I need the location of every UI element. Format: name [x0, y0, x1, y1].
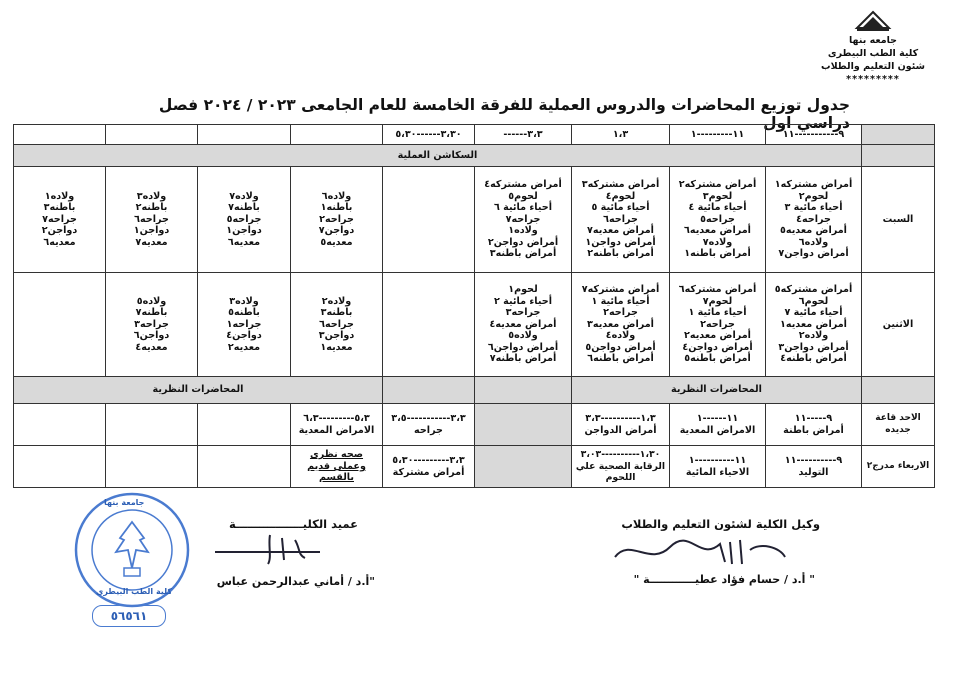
schedule-table: [13, 124, 935, 488]
schedule-line: ولاده١: [44, 190, 75, 202]
lecture-cell: ٣،٣-----------٣،٥ جراحه: [383, 404, 475, 446]
university-name: جامعه بنها: [848, 35, 897, 46]
schedule-line: لحوم٥: [508, 190, 538, 202]
lecture-cell: ١،٣----------٣،٣ أمراض الدواجن: [572, 404, 670, 446]
schedule-cell: [766, 273, 862, 377]
schedule-cell: [383, 167, 475, 273]
schedule-line: ولاده٥: [508, 330, 538, 342]
schedule-cell: [383, 273, 475, 377]
schedule-line: ولاده٥: [136, 295, 167, 307]
time-slot-3: ١،٣: [572, 125, 670, 145]
schedule-line: ولاده٢: [798, 330, 829, 342]
schedule-line: أمراض مشتركه٤: [484, 178, 562, 190]
dean-signature-icon: [210, 530, 330, 566]
schedule-line: دواجن٦: [133, 330, 170, 342]
schedule-line: أمراض باطنه٦: [587, 353, 654, 365]
time-slot-6: [291, 125, 383, 145]
schedule-line: أمراض مشتركه١: [774, 178, 853, 190]
schedule-cell: [106, 167, 198, 273]
schedule-line: باطنه١: [320, 202, 353, 214]
day-wednesday: الاربعاء مدرج٢: [862, 446, 935, 488]
schedule-line: أحياء مائية ١: [688, 307, 747, 319]
schedule-cell: [475, 273, 572, 377]
schedule-line: أمراض معديه٧: [587, 225, 654, 237]
faculty-name: كلية الطب البيطرى: [827, 48, 919, 59]
schedule-line: دواجن٣: [318, 330, 355, 342]
schedule-line: جراحه٦: [603, 213, 638, 225]
schedule-line: جراحه٧: [42, 213, 77, 225]
schedule-line: أمراض دواجن٥: [585, 341, 656, 353]
schedule-line: جراحه٦: [319, 318, 354, 330]
sunday-row: [14, 404, 935, 446]
page-title: جدول توزيع المحاضرات والدروس العملية للفرقة الخامسة للعام الجامعى ٢٠٢٣ / ٢٠٢٤ فصل دراسي اول: [158, 96, 850, 132]
schedule-line: باطنه٢: [135, 202, 168, 214]
schedule-line: دواجن١: [226, 225, 262, 237]
lecture-cell: ١١------١ الامراض المعدية: [670, 404, 766, 446]
schedule-cell: [572, 273, 670, 377]
schedule-line: لحوم٦: [798, 295, 829, 307]
schedule-cell: [670, 273, 766, 377]
schedule-line: أمراض معديه١: [780, 318, 847, 330]
schedule-line: أمراض دواجن٧: [778, 248, 849, 260]
schedule-cell: [14, 167, 106, 273]
vice-dean-name: " أ.د / حسام فؤاد عطيــــــــــــة ": [633, 573, 815, 586]
schedule-line: أمراض معديه٥: [780, 225, 847, 237]
schedule-line: ولاده٣: [229, 295, 259, 307]
time-header-row: [14, 125, 935, 145]
schedule-line: أمراض باطنه٢: [587, 248, 654, 260]
schedule-line: أمراض باطنه٧: [489, 353, 557, 365]
lectures-section-title-left: المحاضرات النظرية: [14, 377, 383, 404]
schedule-line: أمراض دواجن٦: [487, 341, 559, 353]
day-saturday: السبت: [862, 167, 935, 273]
schedule-line: ولاده٦: [798, 236, 829, 248]
schedule-line: دواجن١: [133, 225, 170, 237]
schedule-line: جراحه٥: [700, 213, 735, 225]
schedule-line: أمراض معديه٦: [684, 225, 751, 237]
schedule-line: جراحه٦: [134, 213, 169, 225]
lecture-cell: ٩-----١١ أمراض باطنة: [766, 404, 862, 446]
schedule-cell: [14, 273, 106, 377]
schedule-line: أحياء مائية ٦: [493, 202, 553, 214]
schedule-cell: [198, 167, 291, 273]
schedule-line: أمراض مشتركه٢: [678, 178, 757, 190]
schedule-line: ولاده٤: [605, 330, 636, 342]
schedule-line: معديه٧: [135, 236, 168, 248]
schedule-line: جراحه٤: [796, 213, 831, 225]
vice-dean-title: وكيل الكلية لشئون التعليم والطلاب: [621, 517, 820, 531]
time-slot-1: ٩-----------١١: [766, 125, 862, 145]
schedule-line: جراحه٣: [134, 318, 169, 330]
schedule-line: أمراض مشتركه٦: [678, 283, 757, 295]
schedule-line: لحوم٤: [605, 190, 636, 202]
schedule-line: جراحه٥: [226, 213, 262, 225]
schedule-line: ولاده٧: [702, 236, 733, 248]
schedule-line: أمراض باطنه٥: [684, 353, 751, 365]
schedule-line: ولاده٢: [321, 295, 352, 307]
practical-section-title: السكاشن العملية: [14, 145, 862, 167]
schedule-line: أحياء مائية ١: [591, 295, 650, 307]
schedule-line: أحياء مائية ٥: [591, 202, 650, 214]
time-slot-5: ٣،٣٠------٥،٣٠: [383, 125, 475, 145]
schedule-cell: [291, 167, 383, 273]
schedule-line: لحوم٣: [702, 190, 733, 202]
schedule-line: أمراض معديه٣: [587, 318, 654, 330]
schedule-cell: [291, 273, 383, 377]
header-stars: *********: [846, 74, 900, 85]
schedule-line: جراحه٢: [603, 307, 638, 319]
schedule-cell: [475, 167, 572, 273]
schedule-line: باطنه٣: [43, 202, 76, 214]
schedule-line: أحياء مائية ٧: [784, 307, 843, 319]
lecture-cell: ٣،٣---------٥،٣٠ أمراض مشتركة: [383, 446, 475, 488]
schedule-line: أمراض مشتركه٥: [774, 283, 853, 295]
time-slot-4: ٣،٣------: [475, 125, 572, 145]
lecture-cell: ٥،٣---------٦،٣ الامراض المعدية: [291, 404, 383, 446]
schedule-line: ولاده٣: [136, 190, 167, 202]
stamp-text: كلية الطب البيطرى: [96, 587, 172, 596]
stamp-top-text: جامعة بنها: [104, 498, 145, 507]
lecture-cell: ٩----------١١ التوليد: [766, 446, 862, 488]
time-slot-7: [198, 125, 291, 145]
day-monday: الاثنين: [862, 273, 935, 377]
lectures-section-title-right: المحاضرات النظرية: [572, 377, 862, 404]
lecture-cell: ١،٣٠----------٣،٠٣ الرقابة الصحية علي اللحوم: [572, 446, 670, 488]
schedule-line: أمراض دواجن١: [585, 236, 656, 248]
schedule-line: باطنه٧: [228, 202, 260, 214]
day-header-cell: [862, 125, 935, 145]
schedule-line: جراحه٣: [505, 307, 541, 319]
schedule-line: أحياء مائية ٣: [784, 202, 843, 214]
schedule-cell: [198, 273, 291, 377]
office-name: شئون التعليم والطلاب: [821, 61, 925, 72]
schedule-cell: [766, 167, 862, 273]
schedule-line: أمراض معديه٤: [489, 318, 557, 330]
schedule-line: جراحه١: [226, 318, 262, 330]
lectures-section-row: [14, 377, 935, 404]
schedule-line: أمراض باطنه٣: [489, 248, 557, 260]
schedule-line: أمراض دواجن٤: [682, 341, 753, 353]
schedule-line: دواجن٢: [41, 225, 78, 237]
dean-title: عميد الكليـــــــــــــــــة: [228, 517, 358, 531]
practical-section-row: [14, 145, 935, 167]
schedule-line: باطنه٥: [228, 307, 260, 319]
lecture-cell: صحه نظرى وعملى قديم بالقسم: [291, 446, 383, 488]
schedule-line: ولاده٦: [321, 190, 352, 202]
schedule-line: جراحه٧: [505, 213, 541, 225]
schedule-line: معديه١: [320, 341, 353, 353]
dean-name: "أ.د / أماني عبدالرحمن عباس: [216, 575, 375, 588]
wednesday-row: [14, 446, 935, 488]
time-slot-9: [14, 125, 106, 145]
day-sunday: الاحد قاعة جديده: [862, 404, 935, 446]
schedule-line: ولاده١: [508, 225, 538, 237]
schedule-line: لحوم١: [508, 283, 538, 295]
saturday-row: [14, 167, 935, 273]
schedule-line: أمراض دواجن٢: [487, 236, 559, 248]
schedule-line: معديه٥: [320, 236, 353, 248]
schedule-line: أمراض معديه٢: [684, 330, 751, 342]
schedule-line: دواجن٤: [226, 330, 262, 342]
lecture-cell: ١١----------١ الاحياء المائية: [670, 446, 766, 488]
schedule-line: أحياء مائية ٤: [688, 202, 747, 214]
faculty-header: [808, 10, 938, 86]
stamp-number: ٥٦٥٦١: [92, 605, 166, 627]
time-slot-8: [106, 125, 198, 145]
schedule-line: جراحه٢: [700, 318, 735, 330]
schedule-line: أمراض باطنه١: [684, 248, 751, 260]
schedule-line: معديه٤: [135, 341, 168, 353]
schedule-line: أمراض دواجن٣: [778, 341, 849, 353]
monday-row: [14, 273, 935, 377]
vice-dean-signature-icon: [610, 532, 790, 572]
university-logo-icon: [853, 10, 893, 32]
time-slot-2: ١١---------١: [670, 125, 766, 145]
schedule-line: باطنه٣: [320, 307, 353, 319]
schedule-line: أمراض باطنه٤: [780, 353, 847, 365]
schedule-line: معديه٦: [227, 236, 261, 248]
schedule-line: لحوم٢: [798, 190, 829, 202]
schedule-line: باطنه٧: [135, 307, 168, 319]
schedule-line: جراحه٢: [319, 213, 354, 225]
schedule-line: دواجن٧: [318, 225, 355, 237]
schedule-cell: [670, 167, 766, 273]
schedule-cell: [572, 167, 670, 273]
schedule-cell: [106, 273, 198, 377]
schedule-line: أمراض مشتركه٣: [581, 178, 660, 190]
schedule-line: ولاده٧: [229, 190, 259, 202]
schedule-line: أحياء مائية ٢: [493, 295, 553, 307]
schedule-line: لحوم٧: [702, 295, 733, 307]
schedule-line: أمراض مشتركه٧: [581, 283, 660, 295]
schedule-line: معديه٦: [43, 236, 76, 248]
schedule-line: معديه٢: [227, 341, 261, 353]
